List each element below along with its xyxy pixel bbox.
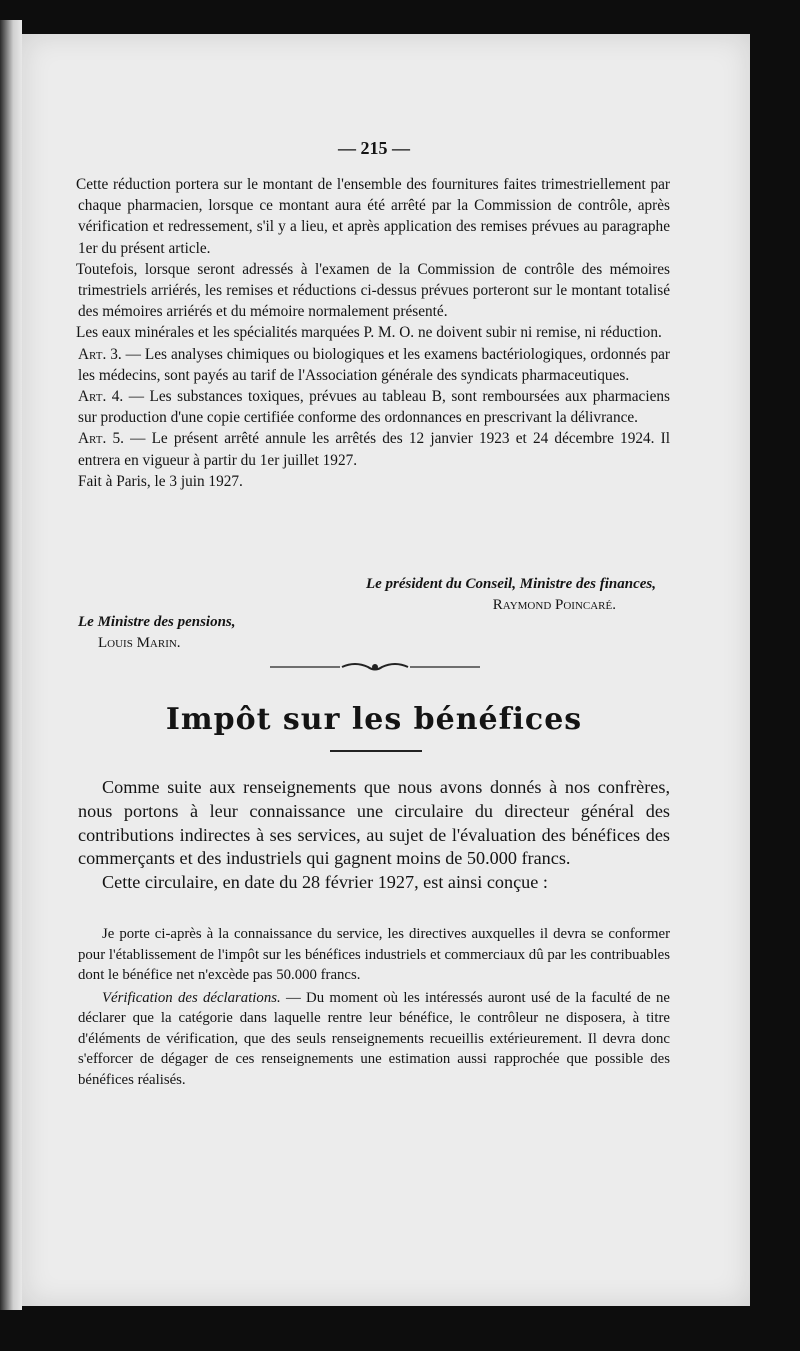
signature-name: Raymond Poincaré. [492,597,616,613]
signature-role: Le président du Conseil, Ministre des finances, [365,576,656,592]
article-text: — Le présent arrêté annule les arrêtés des 12 janvier 1923 et 24 décembre 1924. Il entrera en vigueur à partir du 1er juillet 1927. [78,430,670,469]
article-label: Art. 5. [78,430,124,448]
verification-heading: Vérification des déclarations. [102,989,281,1006]
top-text-block [78,174,670,492]
article-text: — Les substances toxiques, prévues au tableau B, sont remboursées aux pharmaciens sur production d'une copie certifiée conforme des ordonnances en prescrivant la délivrance. [78,388,670,427]
paragraph: Je porte ci-après à la connaissance du service, les directives auxquelles il devra se conformer pour l'établissement de l'impôt sur les bénéfices industriels et commerciaux dû par les contribuables dont le bénéfice net n'excède pas 50.000 francs. [78,926,670,983]
paragraph: Les eaux minérales et les spécialités marquées P. M. O. ne doivent subir ni remise, ni réduction. [76,324,662,342]
title-underline [330,750,422,752]
signature-role: Le Ministre des pensions, [78,614,236,630]
circular-block [78,924,670,1090]
verification-paragraph [78,988,670,1091]
paragraph: Comme suite aux renseignements que nous avons donnés à nos confrères, nous portons à leur connaissance une circulaire du directeur général des contributions indirectes à ses services, au sujet de l'évaluation des bénéfices des commerçants et des industriels qui gagnent moins de 50.000 francs. [78,777,670,869]
scanned-page [22,34,750,1306]
page-edge-left [0,20,22,1310]
article-label: Art. 3. [78,345,122,363]
article-label: Art. 4. [78,388,124,406]
page-number: — 215 — [338,138,410,158]
paragraph: Cette réduction portera sur le montant de l'ensemble des fournitures faites trimestriellement par chaque pharmacien, lorsque ce montant aura été arrêté par la Commission de contrôle, après vérification et redressement, s'il y a lieu, et après application des remises prévues au paragraphe 1er du présent article. [76,176,670,257]
verification-text: — Du moment où les intéressés auront usé de la faculté de ne déclarer que la catégorie dans laquelle rentre leur bénéfice, le contrôleur ne disposera, à titre d'éléments de vérification, que des seuls renseignements recueillis extérieurement. Il devra donc s'efforcer de dégager de ces renseignements une estimation aussi rapprochée que possible des bénéfices réalisés. [78,989,670,1088]
article-4 [78,386,670,428]
article-5 [78,428,670,470]
section-title: Impôt sur les bénéfices [165,702,583,737]
article-text: — Les analyses chimiques ou biologiques et les examens bactériologiques, ordonnés par les médecins, sont payés au tarif de l'Association générale des syndicats pharmaceutiques. [78,345,670,384]
signature-left [78,612,670,654]
article-3 [78,344,670,386]
signature-name: Louis Marin. [98,635,181,651]
signature-right [78,574,670,616]
paragraph: Toutefois, lorsque seront adressés à l'examen de la Commission de contrôle des mémoires trimestriels arriérés, les remises et réductions ci-dessus prévues porteront sur le montant totalisé des mémoires arriérés et du mémoire normalement présenté. [76,260,670,321]
intro-block [78,776,670,895]
paragraph: Cette circulaire, en date du 28 février 1927, est ainsi conçue : [102,872,548,893]
ornament-divider [270,660,480,674]
date-line: Fait à Paris, le 3 juin 1927. [78,472,243,490]
